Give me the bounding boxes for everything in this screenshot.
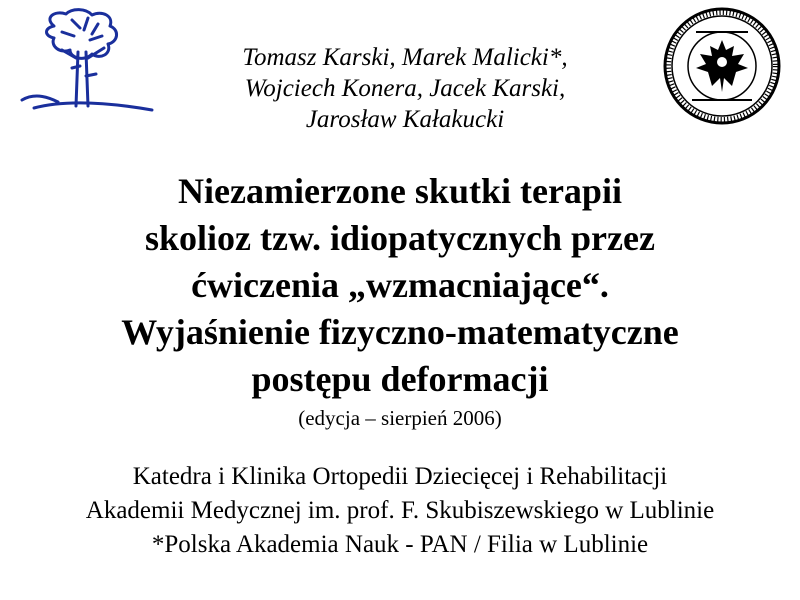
title-line: ćwiczenia „wzmacniające“. (191, 265, 609, 305)
author-line: Tomasz Karski, Marek Malicki*, (242, 44, 568, 71)
presentation-title (0, 168, 800, 403)
title-line: Niezamierzone skutki terapii (178, 171, 622, 211)
university-seal-logo (662, 6, 782, 126)
edition-note: (edycja – sierpień 2006) (298, 406, 502, 430)
affiliations-block (0, 460, 800, 562)
author-line: Jarosław Kałakucki (305, 106, 505, 133)
title-line: Wyjaśnienie fizyczno-matematyczne (121, 312, 679, 352)
affiliation-line: Katedra i Klinika Ortopedii Dziecięcej i Rehabilitacji (132, 463, 668, 490)
title-line: postępu deformacji (251, 359, 549, 399)
author-line: Wojciech Konera, Jacek Karski, (244, 75, 566, 102)
tree-logo (14, 6, 164, 118)
affiliation-line: Akademii Medycznej im. prof. F. Skubiszewskiego w Lublinie (85, 497, 715, 524)
affiliation-line: *Polska Akademia Nauk - PAN / Filia w Lublinie (151, 531, 649, 558)
title-line: skolioz tzw. idiopatycznych przez (145, 218, 655, 258)
authors-block (170, 42, 640, 135)
